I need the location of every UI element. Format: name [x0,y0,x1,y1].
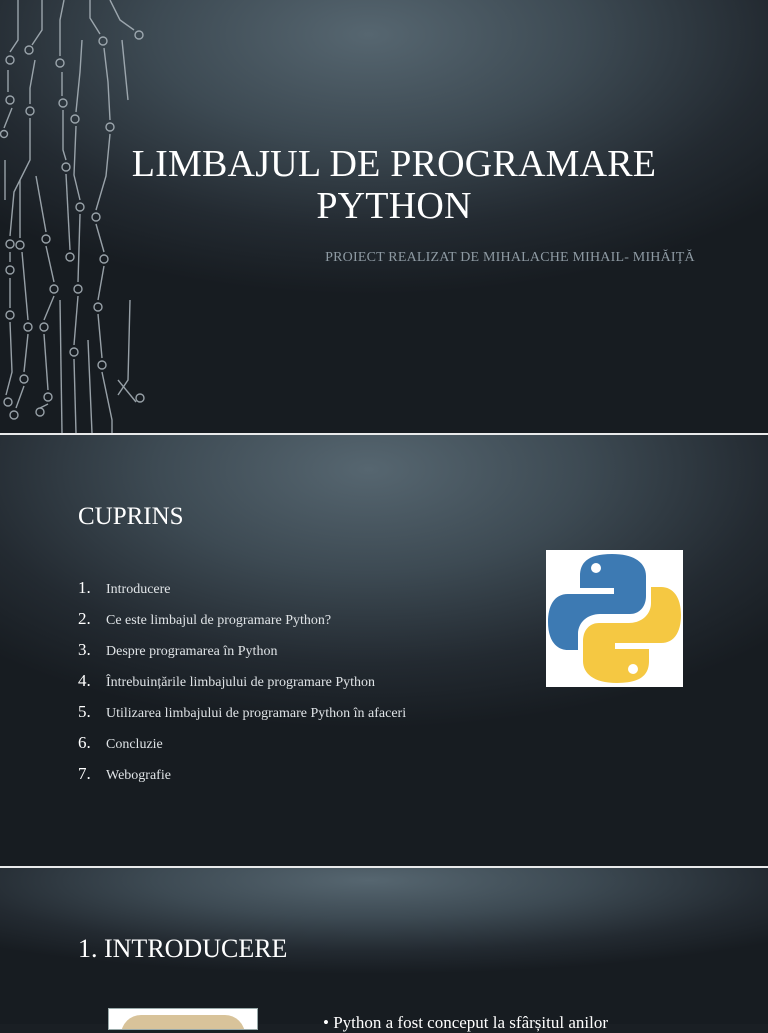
contents-heading: CUPRINS [78,503,184,530]
title-line-2: PYTHON [316,185,472,227]
presentation-title [100,143,688,227]
presentation-subtitle: PROIECT REALIZAT DE MIHALACHE MIHAIL- MIHĂIȚĂ [325,250,695,265]
contents-list [78,578,406,795]
list-item: 5. Utilizarea limbajului de programare Python în afaceri [78,702,407,721]
title-slide [0,0,768,433]
list-item: 6. Concluzie [78,733,163,752]
list-item: 3. Despre programarea în Python [78,640,278,659]
title-line-1: LIMBAJUL DE PROGRAMARE [131,143,657,185]
python-logo-icon [546,550,683,687]
portrait-image [108,1008,258,1030]
list-item: 2. Ce este limbajul de programare Python? [78,609,332,628]
introduction-heading: 1. INTRODUCERE [78,934,288,963]
list-item: 4. Întrebuințările limbajului de programare Python [78,671,376,690]
intro-bullet-text: • Python a fost conceput la sfârșitul anilor [323,1013,608,1032]
list-item: 1. Introducere [78,578,171,597]
list-item: 7. Webografie [78,764,171,783]
